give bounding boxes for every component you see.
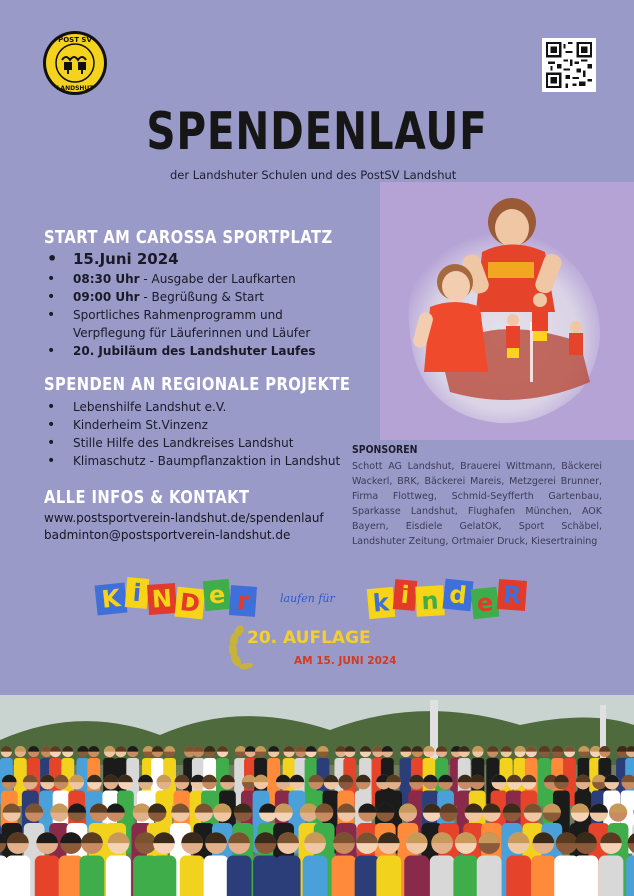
crowd-person bbox=[35, 832, 60, 896]
crowd-person bbox=[303, 832, 328, 896]
qr-code[interactable] bbox=[542, 38, 596, 92]
list-item: • Sportliches Rahmenprogramm und Verpflegung für Läuferinnen und Läufer bbox=[44, 306, 344, 342]
letter-tile: e bbox=[471, 587, 500, 620]
list-item: • 08:30 Uhr - Ausgabe der Laufkarten bbox=[44, 270, 344, 288]
anniversary-date: AM 15. JUNI 2024 bbox=[294, 655, 397, 667]
list-item: • Stille Hilfe des Landkreises Landshut bbox=[44, 434, 344, 452]
crowd-person bbox=[506, 832, 531, 896]
start-heading: START AM CAROSSA SPORTPLATZ bbox=[44, 227, 333, 248]
sponsors-text: Schott AG Landshut, Brauerei Wittmann, Bäckerei Wackerl, BRK, Bäckerei Mareis, Metzgerei Brunner, Firma Flottweg, Schmid-Seyfferth Gartenbau, Sparkasse Landshut, Flughafen München, AOK Bayern, Eisdiele GelatOK, Sport Schäbel, Landshuter Zeitung, Ortmaier Druck, Kiesertraining bbox=[352, 461, 602, 547]
email-link[interactable]: badminton@postsportverein-landshut.de bbox=[44, 528, 291, 542]
logo-bottom-text: LANDSHUT bbox=[56, 85, 94, 92]
anniversary-badge bbox=[220, 618, 420, 672]
list-item: • Klimaschutz - Baumpflanzaktion in Landshut bbox=[44, 452, 344, 470]
letter-tile: n bbox=[415, 585, 445, 616]
runners-photo bbox=[380, 182, 634, 440]
letter-tile: r bbox=[229, 585, 257, 617]
crowd-person bbox=[477, 832, 502, 896]
list-item: • Lebenshilfe Landshut e.V. bbox=[44, 398, 344, 416]
letter-tile: N bbox=[147, 583, 177, 615]
list-item: • Kinderheim St.Vinzenz bbox=[44, 416, 344, 434]
crowd-person bbox=[430, 832, 455, 896]
infos-heading: ALLE INFOS & KONTAKT bbox=[44, 487, 250, 508]
page-title: SPENDENLAUF bbox=[146, 102, 488, 162]
crowd-person bbox=[376, 832, 401, 896]
crowd-person bbox=[180, 832, 205, 896]
start-list bbox=[44, 248, 344, 360]
crowd-person bbox=[80, 832, 105, 896]
crowd-person bbox=[227, 832, 252, 896]
crowd-person bbox=[204, 832, 229, 896]
crowd-person bbox=[253, 832, 278, 896]
time-label: 08:30 Uhr bbox=[73, 272, 140, 286]
crowd-person bbox=[355, 832, 380, 896]
jubilee-label: 20. Jubiläum des Landshuter Laufes bbox=[73, 344, 316, 358]
crowd-person bbox=[531, 832, 556, 896]
crowd-photo bbox=[0, 695, 634, 896]
letter-tile: e bbox=[203, 579, 232, 611]
crowd-person bbox=[453, 832, 478, 896]
crowd-person bbox=[276, 832, 301, 896]
letter-tile: i bbox=[125, 577, 150, 609]
event-date: • 15.Juni 2024 bbox=[44, 248, 344, 270]
list-item bbox=[44, 342, 344, 360]
spenden-heading: SPENDEN AN REGIONALE PROJEKTE bbox=[44, 374, 351, 395]
crowd-person bbox=[6, 832, 31, 896]
letter-tile: i bbox=[393, 579, 418, 611]
letter-tile: D bbox=[175, 587, 206, 620]
laufen-fuer-text: laufen für bbox=[280, 592, 335, 605]
website-link[interactable]: www.postsportverein-landshut.de/spendenlauf bbox=[44, 511, 324, 525]
anniversary-text: 20. AUFLAGE bbox=[247, 628, 371, 648]
crowd-person bbox=[599, 832, 624, 896]
letter-tile: R bbox=[497, 579, 527, 611]
logo-top-text: POST SV bbox=[58, 36, 92, 44]
spenden-list bbox=[44, 398, 344, 470]
crowd-person bbox=[332, 832, 357, 896]
letter-tile: K bbox=[95, 583, 128, 616]
letter-tile: k bbox=[367, 587, 396, 619]
kinder-banner bbox=[96, 574, 536, 624]
list-item: • 09:00 Uhr - Begrüßung & Start bbox=[44, 288, 344, 306]
crowd-person bbox=[106, 832, 131, 896]
postsv-logo bbox=[42, 30, 108, 96]
letter-tile: d bbox=[443, 579, 474, 612]
time-label: 09:00 Uhr bbox=[73, 290, 140, 304]
crowd-person bbox=[152, 832, 177, 896]
page-subtitle: der Landshuter Schulen und des PostSV Landshut bbox=[170, 168, 457, 182]
contact-block bbox=[44, 510, 324, 544]
crowd-person bbox=[404, 832, 429, 896]
crowd-person bbox=[574, 832, 599, 896]
sponsors-heading: SPONSOREN bbox=[352, 443, 418, 456]
